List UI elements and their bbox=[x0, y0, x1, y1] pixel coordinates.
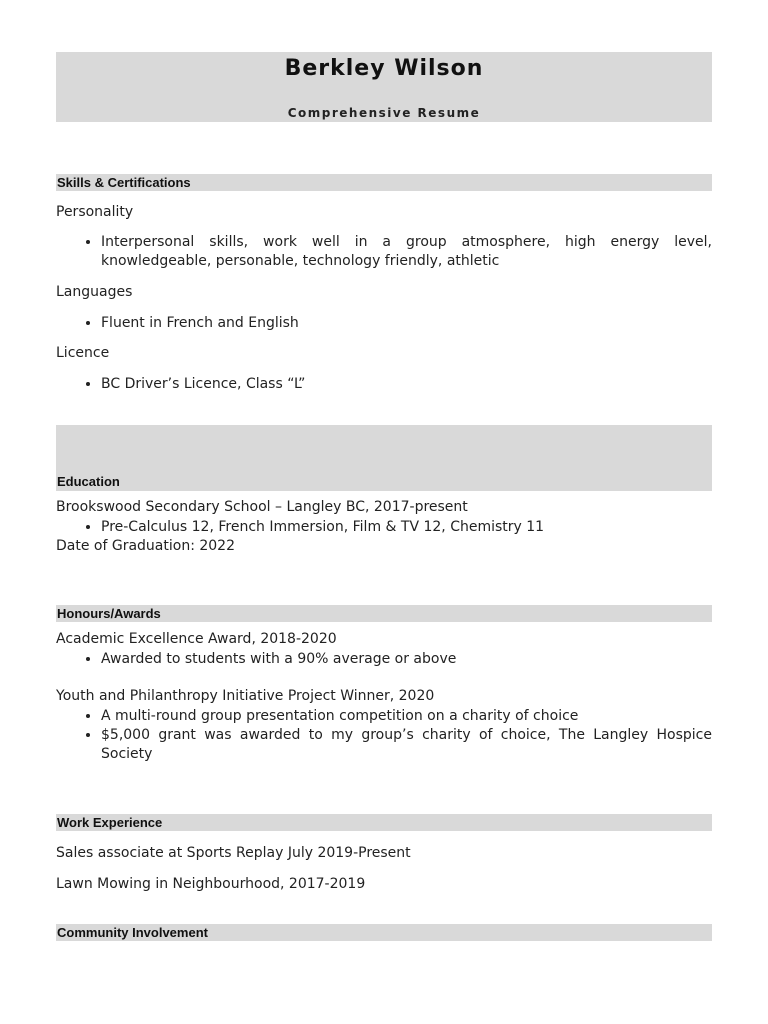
work-heading: Work Experience bbox=[56, 814, 712, 831]
courses-list bbox=[56, 518, 712, 537]
personality-list bbox=[56, 233, 712, 271]
list-item: • Fluent in French and English bbox=[101, 314, 712, 333]
award2-list bbox=[56, 707, 712, 764]
list-item: • Pre-Calculus 12, French Immersion, Film & TV 12, Chemistry 11 bbox=[101, 518, 712, 537]
list-item: • BC Driver’s Licence, Class “L” bbox=[101, 375, 712, 394]
education-heading: Education bbox=[57, 474, 120, 489]
list-item: • Awarded to students with a 90% average or above bbox=[101, 650, 712, 669]
list-item: • Interpersonal skills, work well in a group atmosphere, high energy level, knowledgeable, personable, technology friendly, athletic bbox=[101, 233, 712, 271]
licence-label: Licence bbox=[56, 345, 110, 361]
resume-header bbox=[56, 52, 712, 122]
school-line: Brookswood Secondary School – Langley BC, 2017-present bbox=[56, 499, 468, 515]
job2-line: Lawn Mowing in Neighbourhood, 2017-2019 bbox=[56, 876, 366, 892]
graduation-line: Date of Graduation: 2022 bbox=[56, 538, 235, 554]
candidate-name: Berkley Wilson bbox=[284, 56, 484, 81]
award1-list bbox=[56, 650, 712, 669]
personality-label: Personality bbox=[56, 204, 134, 220]
honours-heading: Honours/Awards bbox=[56, 605, 712, 622]
languages-label: Languages bbox=[56, 284, 133, 300]
licence-list bbox=[56, 375, 712, 394]
job1-line: Sales associate at Sports Replay July 2019-Present bbox=[56, 845, 411, 861]
award1-title: Academic Excellence Award, 2018-2020 bbox=[56, 631, 337, 647]
award2-title: Youth and Philanthropy Initiative Project Winner, 2020 bbox=[56, 688, 435, 704]
community-heading: Community Involvement bbox=[56, 924, 712, 941]
languages-list bbox=[56, 314, 712, 333]
skills-heading: Skills & Certifications bbox=[56, 174, 712, 191]
list-item: • A multi-round group presentation competition on a charity of choice bbox=[101, 707, 712, 726]
resume-subtitle: Comprehensive Resume bbox=[287, 106, 481, 120]
list-item: • $5,000 grant was awarded to my group’s charity of choice, The Langley Hospice Society bbox=[101, 726, 712, 764]
